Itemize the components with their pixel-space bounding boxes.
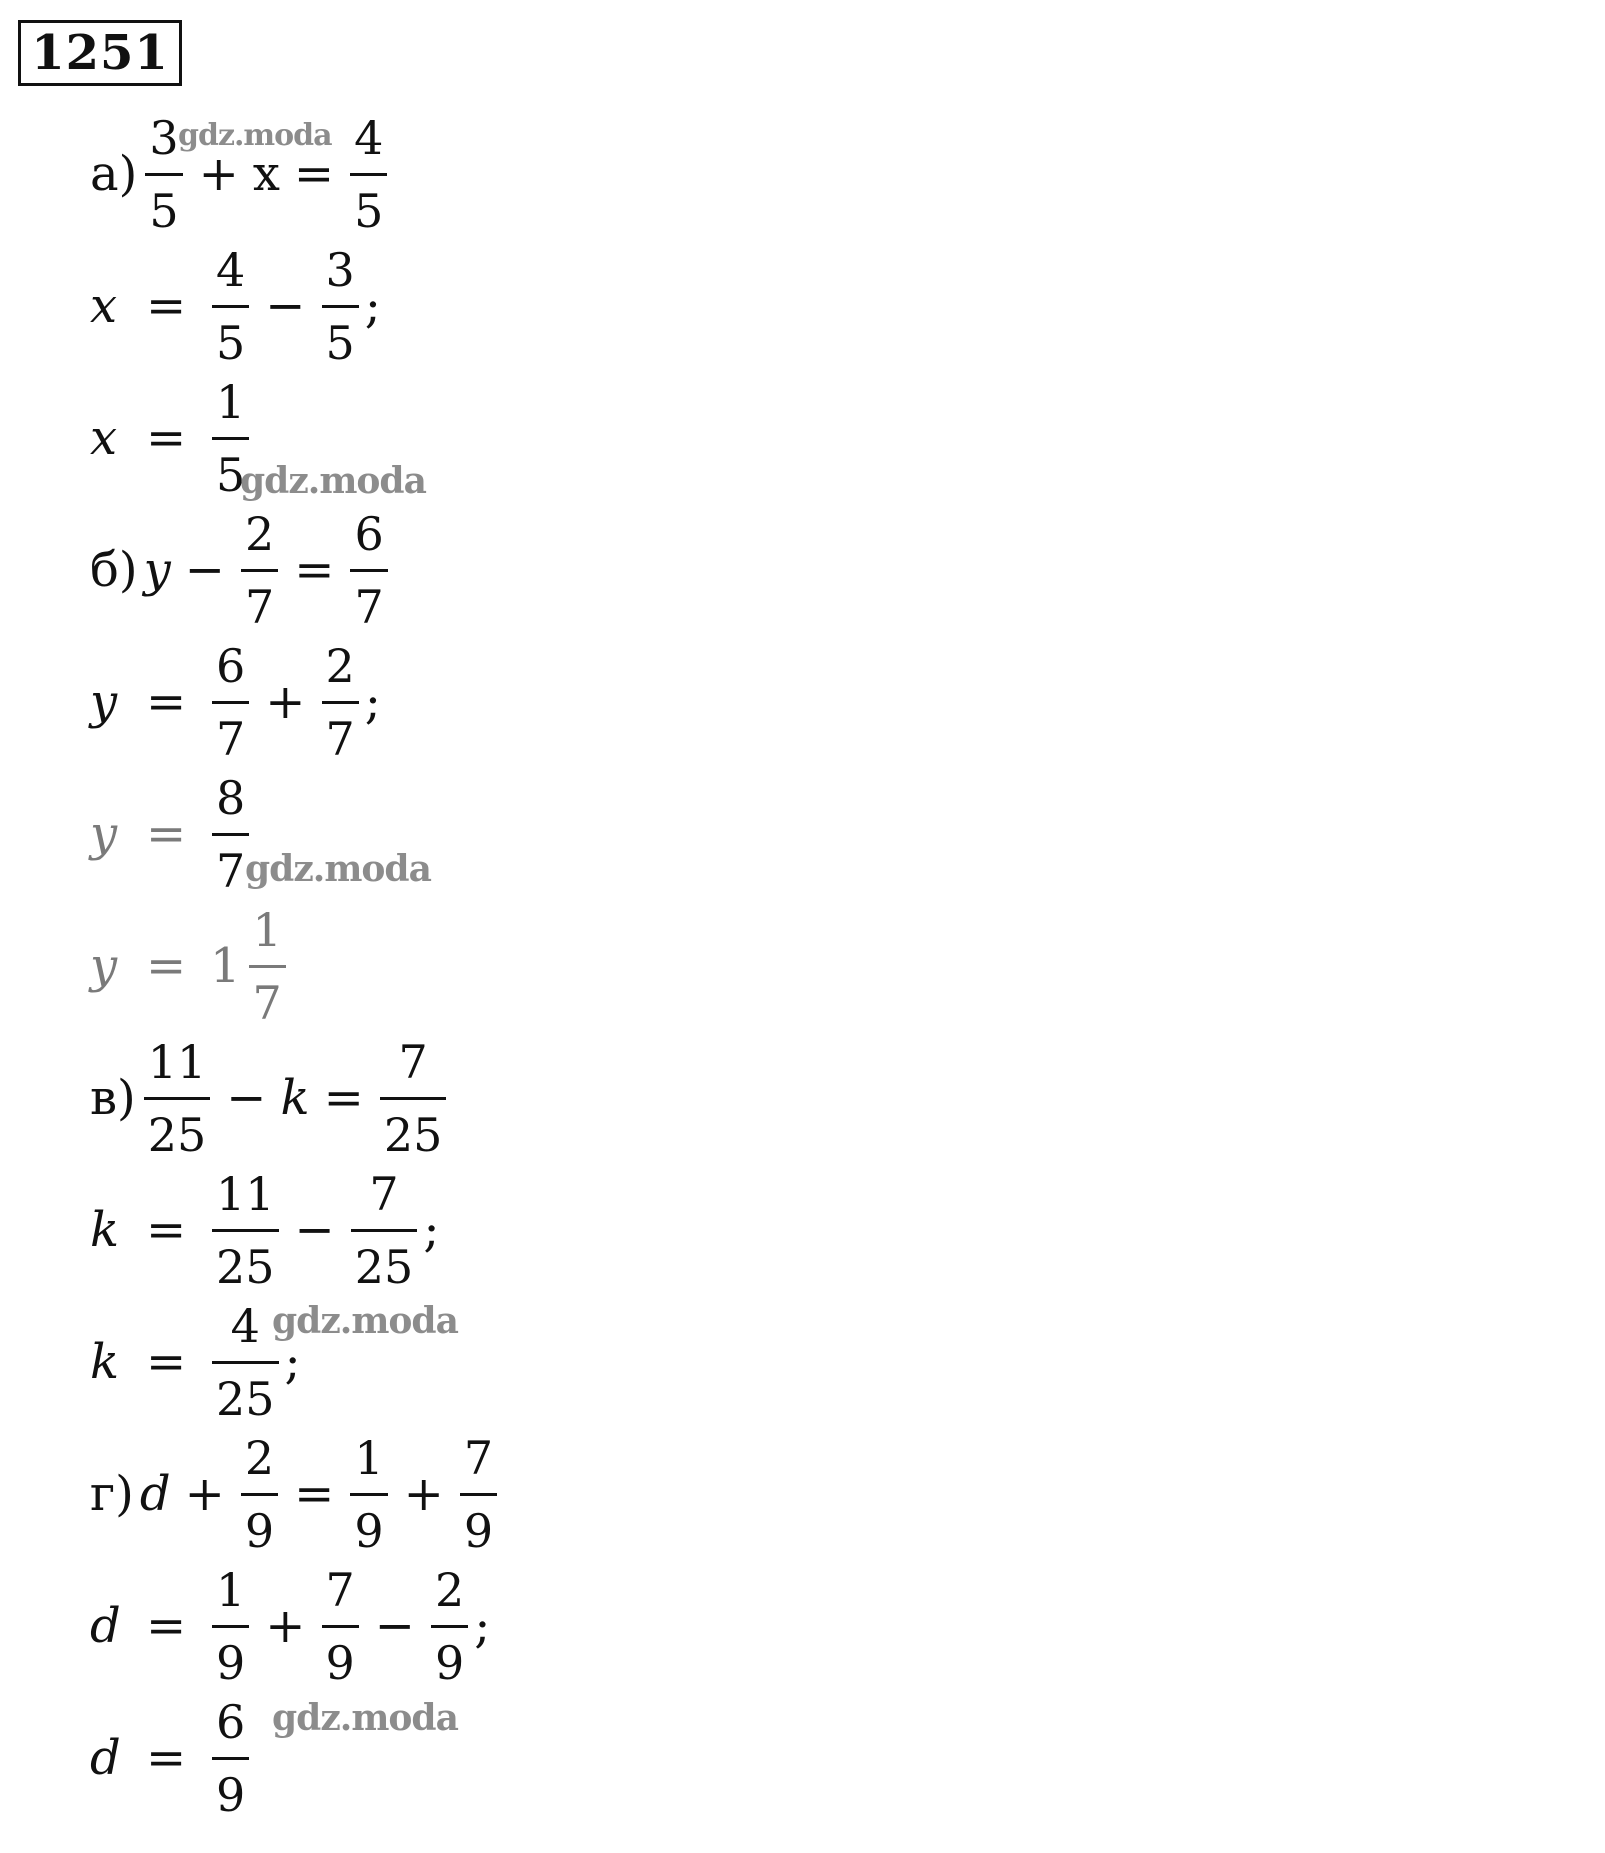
denominator: 9	[354, 1503, 384, 1558]
fraction-bar	[145, 173, 182, 176]
numerator: 3	[325, 242, 355, 297]
fraction	[322, 242, 359, 370]
minus-sign: −	[226, 1070, 267, 1126]
semicolon: ;	[284, 1334, 301, 1390]
fraction	[212, 242, 249, 370]
part-a-step-1	[90, 240, 550, 372]
denominator: 9	[463, 1503, 494, 1558]
part-b-answer	[90, 900, 550, 1032]
part-b-step-1	[90, 636, 550, 768]
numerator: 6	[216, 638, 246, 693]
fraction	[212, 1298, 279, 1426]
fraction	[249, 902, 286, 1030]
numerator: 2	[325, 638, 355, 693]
variable-d: d	[90, 1598, 121, 1654]
equals-sign: =	[146, 1334, 187, 1390]
denominator: 25	[383, 1107, 443, 1162]
equals-sign: =	[146, 674, 187, 730]
fraction-bar	[212, 305, 249, 308]
equals-sign: =	[294, 1466, 335, 1522]
denominator: 7	[244, 579, 275, 634]
numerator: 4	[230, 1298, 260, 1353]
equals-sign: =	[146, 410, 187, 466]
variable-d: d	[90, 1730, 121, 1786]
part-d-step-1	[90, 1560, 550, 1692]
numerator: 3	[149, 110, 179, 165]
fraction	[144, 1034, 211, 1162]
equals-sign: =	[146, 1730, 187, 1786]
fraction	[322, 638, 359, 766]
part-c-equation	[90, 1032, 550, 1164]
plus-sign: +	[198, 146, 239, 202]
minus-sign: −	[294, 1202, 335, 1258]
fraction	[351, 1166, 418, 1294]
denominator: 25	[147, 1107, 207, 1162]
numerator: 6	[354, 506, 384, 561]
fraction	[350, 110, 387, 238]
fraction	[322, 1562, 359, 1690]
fraction	[241, 1430, 278, 1558]
fraction	[241, 506, 278, 634]
denominator: 7	[354, 579, 384, 634]
fraction-bar	[144, 1097, 211, 1100]
numerator: 6	[216, 1694, 246, 1749]
denominator: 25	[354, 1239, 414, 1294]
variable-x: x	[90, 410, 118, 466]
numerator: 8	[216, 770, 246, 825]
equals-sign: =	[146, 938, 187, 994]
denominator: 9	[244, 1503, 275, 1558]
watermark: gdz.moda	[245, 848, 431, 890]
fraction-bar	[322, 1625, 359, 1628]
denominator: 5	[325, 315, 355, 370]
numerator: 7	[369, 1166, 399, 1221]
fraction	[212, 770, 249, 898]
denominator: 7	[325, 711, 355, 766]
fraction-bar	[350, 569, 387, 572]
numerator: 4	[216, 242, 246, 297]
numerator: 1	[252, 902, 282, 957]
fraction-bar	[350, 1493, 387, 1496]
denominator: 5	[216, 447, 246, 502]
fraction-bar	[460, 1493, 497, 1496]
variable-y: y	[143, 542, 171, 598]
minus-sign: −	[184, 542, 225, 598]
variable-d: d	[139, 1466, 171, 1522]
denominator: 7	[216, 843, 246, 898]
fraction-bar	[212, 1361, 279, 1364]
fraction-bar	[212, 1757, 249, 1760]
fraction-bar	[249, 965, 286, 968]
watermark: gdz.moda	[272, 1300, 458, 1342]
fraction-bar	[212, 833, 249, 836]
semicolon: ;	[474, 1598, 491, 1654]
watermark: gdz.moda	[178, 118, 332, 153]
fraction	[212, 1562, 249, 1690]
fraction-bar	[212, 1229, 279, 1232]
fraction-bar	[380, 1097, 447, 1100]
denominator: 5	[216, 315, 246, 370]
plus-sign: +	[184, 1466, 225, 1522]
fraction-bar	[212, 437, 249, 440]
mixed-number-whole: 1	[210, 938, 241, 994]
solution-sheet	[90, 108, 550, 1824]
numerator: 1	[354, 1430, 384, 1485]
problem-number-box	[18, 20, 182, 86]
fraction-bar	[351, 1229, 418, 1232]
fraction	[380, 1034, 447, 1162]
numerator: 7	[463, 1430, 494, 1485]
fraction-bar	[212, 701, 249, 704]
part-a-label: а)	[90, 146, 138, 202]
fraction-bar	[241, 1493, 278, 1496]
fraction-bar	[322, 701, 359, 704]
denominator: 7	[216, 711, 246, 766]
fraction-bar	[431, 1625, 468, 1628]
equals-sign: =	[323, 1070, 364, 1126]
numerator: 4	[354, 110, 384, 165]
equals-sign: =	[146, 806, 187, 862]
variable-y: y	[90, 806, 118, 862]
denominator: 25	[216, 1371, 275, 1426]
watermark: gdz.moda	[240, 460, 426, 502]
semicolon: ;	[423, 1202, 440, 1258]
fraction-bar	[322, 305, 359, 308]
semicolon: ;	[364, 278, 381, 334]
fraction	[460, 1430, 497, 1558]
variable-k: k	[90, 1202, 120, 1258]
numerator: 7	[325, 1562, 355, 1617]
minus-sign: −	[265, 278, 306, 334]
numerator: 2	[244, 1430, 275, 1485]
plus-sign: +	[265, 1598, 306, 1654]
part-b-label: б)	[90, 542, 138, 598]
equals-sign: =	[146, 278, 187, 334]
semicolon: ;	[364, 674, 381, 730]
fraction	[212, 1694, 249, 1822]
equals-sign: =	[146, 1202, 187, 1258]
equals-sign: =	[294, 542, 335, 598]
denominator: 5	[354, 183, 384, 238]
denominator: 9	[325, 1635, 355, 1690]
variable-k: k	[90, 1334, 120, 1390]
fraction	[350, 1430, 387, 1558]
part-c-label: в)	[90, 1070, 136, 1126]
part-c-step-1	[90, 1164, 550, 1296]
fraction	[350, 506, 387, 634]
denominator: 7	[252, 975, 282, 1030]
fraction	[212, 638, 249, 766]
variable-k: k	[280, 1070, 310, 1126]
part-d-label: г)	[90, 1466, 134, 1522]
variable-y: y	[90, 938, 118, 994]
variable-x: x	[252, 146, 280, 202]
denominator: 9	[216, 1767, 246, 1822]
plus-sign: +	[403, 1466, 444, 1522]
part-d-equation	[90, 1428, 550, 1560]
minus-sign: −	[374, 1598, 415, 1654]
denominator: 25	[216, 1239, 275, 1294]
numerator: 2	[435, 1562, 465, 1617]
denominator: 9	[216, 1635, 246, 1690]
variable-x: x	[90, 278, 118, 334]
problem-number: 1251	[31, 25, 169, 81]
numerator: 1	[216, 1562, 246, 1617]
fraction	[431, 1562, 468, 1690]
plus-sign: +	[265, 674, 306, 730]
equals-sign: =	[146, 1598, 187, 1654]
fraction-bar	[212, 1625, 249, 1628]
watermark: gdz.moda	[272, 1697, 458, 1739]
denominator: 5	[149, 183, 179, 238]
numerator: 11	[216, 1166, 275, 1221]
part-b-equation	[90, 504, 550, 636]
fraction	[212, 1166, 279, 1294]
fraction-bar	[241, 569, 278, 572]
numerator: 7	[398, 1034, 428, 1089]
numerator: 2	[244, 506, 275, 561]
numerator: 11	[147, 1034, 207, 1089]
numerator: 1	[216, 374, 246, 429]
variable-y: y	[90, 674, 118, 730]
denominator: 9	[435, 1635, 465, 1690]
equals-sign: =	[293, 146, 335, 202]
fraction-bar	[350, 173, 387, 176]
